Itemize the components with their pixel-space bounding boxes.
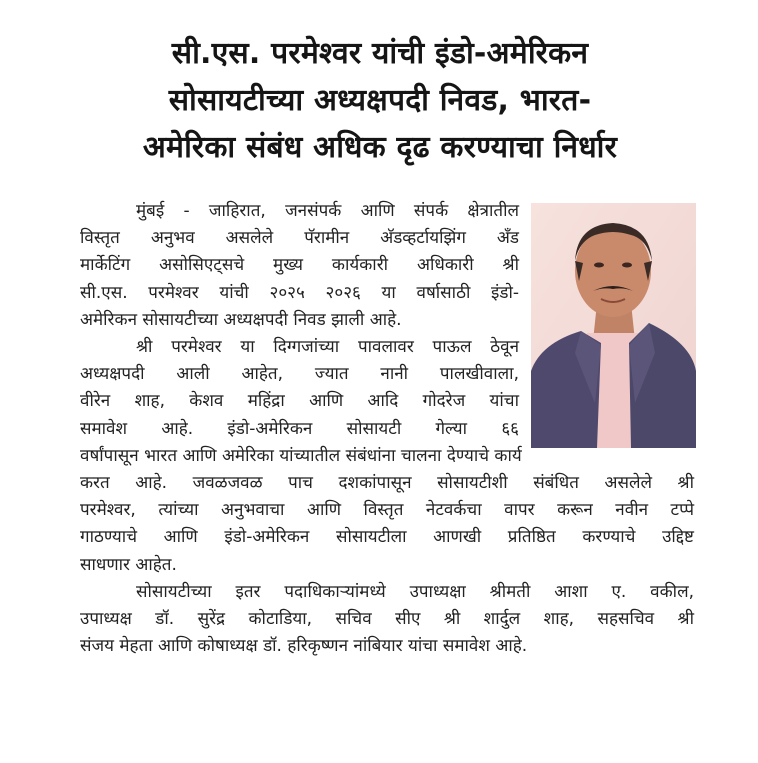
text-line: सोसायटीच्या इतर पदाधिकाऱ्यांमध्ये उपाध्यक्षा श्रीमती आशा ए. वकील, xyxy=(136,581,694,602)
text-line: अध्यक्षपदी आली आहेत, ज्यात नानी पालखीवाला, xyxy=(80,364,519,385)
headline-line: सोसायटीच्या अध्यक्षपदी निवड, भारत- xyxy=(168,83,592,118)
paragraph xyxy=(80,579,694,606)
paragraph-continuation xyxy=(80,606,694,660)
article-body xyxy=(80,198,694,660)
text-line: गाठण्याचे आणि इंडो-अमेरिकन सोसायटीला आणखी प्रतिष्ठित करण्याचे उद्दिष्ट xyxy=(80,527,694,548)
text-line: उपाध्यक्ष डॉ. सुरेंद्र कोटाडिया, सचिव सीए श्री शार्दुल शाह, सहसचिव श्री xyxy=(80,609,694,630)
text-line: साधणार आहेत. xyxy=(80,554,177,575)
text-line: करत आहे. जवळजवळ पाच दशकांपासून सोसायटीशी संबंधित असलेले श्री xyxy=(80,473,694,494)
text-line: वीरेन शाह, केशव महिंद्रा आणि आदि गोदरेज यांचा xyxy=(80,391,519,412)
portrait-photo xyxy=(531,203,696,448)
text-line: संजय मेहता आणि कोषाध्यक्ष डॉ. हरिकृष्णन नांबियार यांचा समावेश आहे. xyxy=(80,636,528,657)
headline-line: सी.एस. परमेश्वर यांची इंडो-अमेरिकन xyxy=(171,36,589,71)
text-line: श्री परमेश्वर या दिग्गजांच्या पावलावर पाऊल ठेवून xyxy=(136,337,519,358)
text-line: वर्षांपासून भारत आणि अमेरिका यांच्यातील संबंधांना चालना देण्याचे कार्य xyxy=(80,445,522,466)
text-line: अमेरिकन सोसायटीच्या अध्यक्षपदी निवड झाली आहे. xyxy=(80,309,402,330)
headline xyxy=(60,30,700,171)
text-line: परमेश्वर, त्यांच्या अनुभवाचा आणि विस्तृत नेटवर्कचा वापर करून नवीन टप्पे xyxy=(80,500,694,521)
person-portrait-icon xyxy=(531,203,696,448)
text-line: सी.एस. परमेश्वर यांची २०२५ २०२६ या वर्षासाठी इंडो- xyxy=(80,282,519,303)
text-line: मार्केटिंग असोसिएट्सचे मुख्य कार्यकारी अधिकारी श्री xyxy=(80,255,519,276)
text-line: विस्तृत अनुभव असलेले पॅरामीन अ‍ॅडव्हर्टायझिंग अँड xyxy=(80,228,519,249)
headline-line: अमेरिका संबंध अधिक दृढ करण्याचा निर्धार xyxy=(142,130,618,165)
text-line: मुंबई - जाहिरात, जनसंपर्क आणि संपर्क क्षेत्रातील xyxy=(136,201,519,221)
text-line: समावेश आहे. इंडो-अमेरिकन सोसायटी गेल्या ६६ xyxy=(80,418,519,439)
